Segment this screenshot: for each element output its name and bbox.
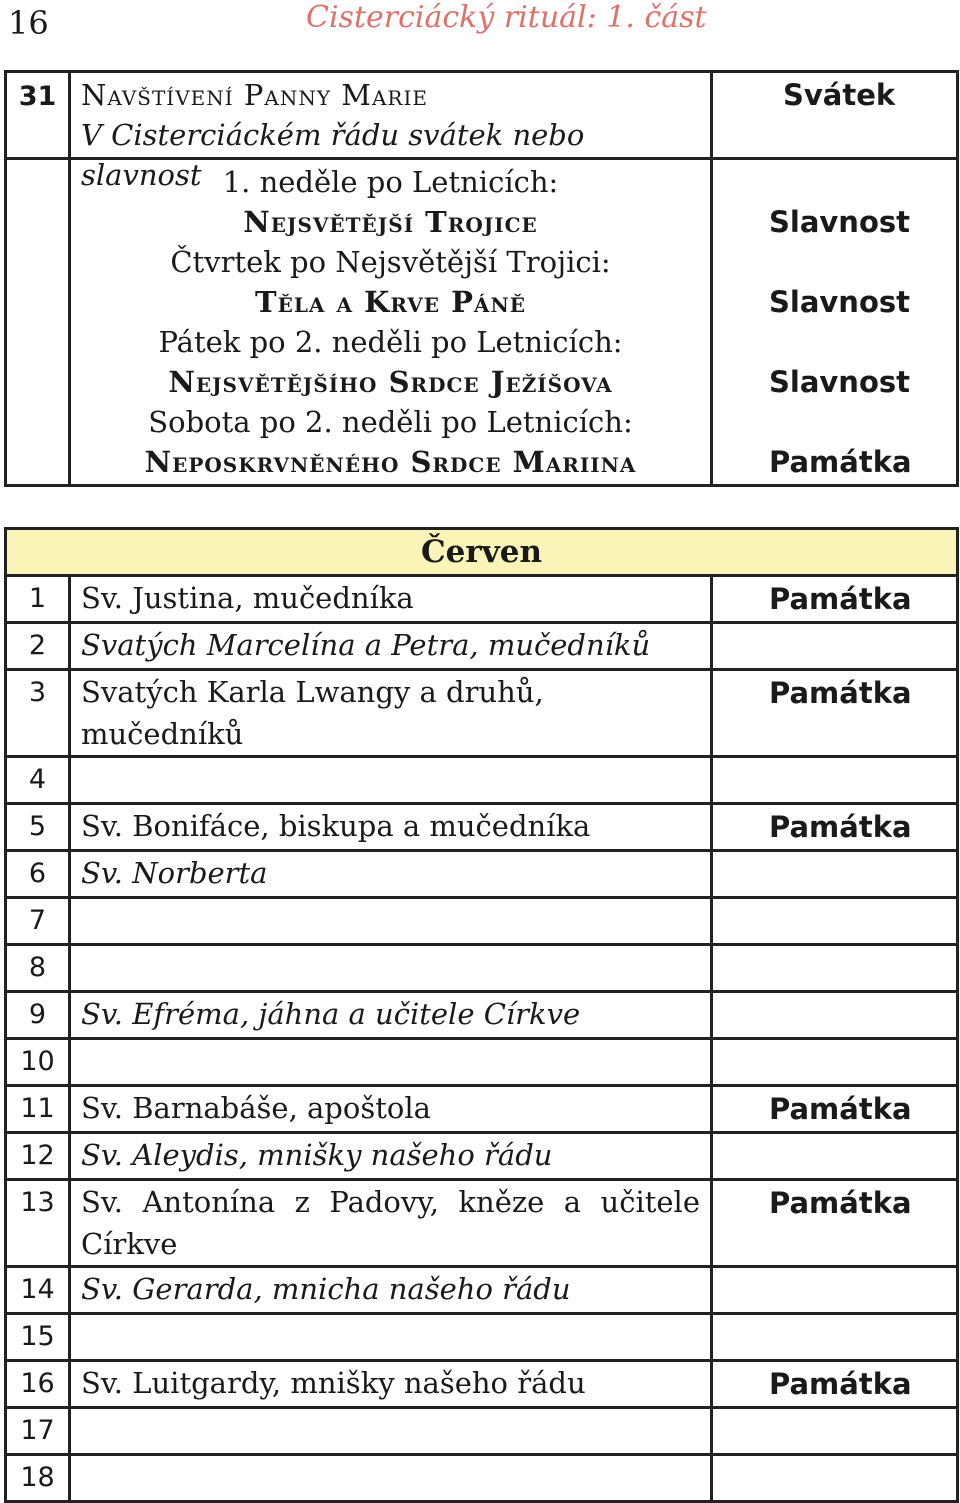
rank-label: Slavnost: [769, 205, 910, 239]
feast-intro: Čtvrtek po Nejsvětější Trojici:: [170, 245, 611, 279]
feast-title: Nejsvětější Trojice: [243, 205, 538, 239]
day-number: 12: [6, 1133, 70, 1180]
rank-label: Slavnost: [769, 365, 910, 399]
rank-label: [712, 1314, 958, 1361]
rank-label: Památka: [712, 1086, 958, 1133]
rank-label: Svátek: [783, 78, 896, 112]
feast-name: Sv. Norberta: [70, 851, 712, 898]
feast-name: [70, 1408, 712, 1455]
rank-label: Památka: [712, 576, 958, 623]
rank-label: [712, 1267, 958, 1314]
running-title: Cisterciácký rituál: 1. část: [306, 0, 707, 35]
table-row: [6, 898, 958, 945]
feast-title: Navštívení Panny Marie: [81, 78, 428, 112]
rank-label: [712, 1455, 958, 1502]
day-number: 2: [6, 623, 70, 670]
moveable-feasts-cell: [70, 159, 712, 486]
table-row: [6, 1086, 958, 1133]
rank-cell: [712, 159, 958, 486]
rank-label: [712, 757, 958, 804]
rank-label: [712, 945, 958, 992]
table-row: [6, 945, 958, 992]
rank-label: Památka: [712, 1361, 958, 1408]
day-number: 3: [6, 670, 70, 757]
feast-intro: Pátek po 2. neděli po Letnicích:: [158, 325, 623, 359]
rank-cell: [712, 72, 958, 159]
day-rows: [6, 576, 958, 1502]
table-row: [6, 623, 958, 670]
feast-name: Sv. Luitgardy, mnišky našeho řádu: [70, 1361, 712, 1408]
day-number: 5: [6, 804, 70, 851]
table-row: [6, 992, 958, 1039]
rank-label: [712, 623, 958, 670]
rank-label: Památka: [769, 445, 912, 479]
feast-name: Sv. Gerarda, mnicha našeho řádu: [70, 1267, 712, 1314]
rank-label: [712, 992, 958, 1039]
day-number: 17: [6, 1408, 70, 1455]
rank-label: [712, 1133, 958, 1180]
feast-title: Neposkrvněného Srdce Mariina: [144, 445, 637, 479]
day-number: 1: [6, 576, 70, 623]
table-row: [6, 159, 958, 486]
rank-label: Památka: [712, 1180, 958, 1267]
day-number: 4: [6, 757, 70, 804]
month-header-row: [6, 529, 958, 576]
feast-name: Sv. Aleydis, mnišky našeho řádu: [70, 1133, 712, 1180]
day-number: 18: [6, 1455, 70, 1502]
feast-name: Sv. Barnabáše, apoštola: [70, 1086, 712, 1133]
table-row: [6, 576, 958, 623]
feast-name: Sv. Justina, mučedníka: [70, 576, 712, 623]
table-row: [6, 670, 958, 757]
day-number: 31: [6, 72, 70, 159]
day-number: 9: [6, 992, 70, 1039]
feast-name: Sv. Bonifáce, biskupa a mučedníka: [70, 804, 712, 851]
table-row: [6, 851, 958, 898]
page-number: 16: [8, 4, 49, 42]
rank-label: Památka: [712, 804, 958, 851]
table-row: [6, 1180, 958, 1267]
table-row: [6, 1039, 958, 1086]
moveable-feasts-table: [4, 70, 959, 487]
feast-name: [70, 757, 712, 804]
feast-name: [70, 1039, 712, 1086]
feast-name: Sv. Efréma, jáhna a učitele Církve: [70, 992, 712, 1039]
day-number: 13: [6, 1180, 70, 1267]
table-row: [6, 804, 958, 851]
feast-note: V Cisterciáckém řádu svátek nebo slavnost: [81, 118, 585, 192]
month-title: Červen: [6, 529, 958, 576]
feast-name: Svatých Marcelína a Petra, mučedníků: [70, 623, 712, 670]
day-number: 10: [6, 1039, 70, 1086]
feast-intro: 1. neděle po Letnicích:: [222, 165, 559, 199]
table-row: [6, 757, 958, 804]
empty-number-cell: [6, 159, 70, 486]
table-row: [6, 1455, 958, 1502]
day-number: 15: [6, 1314, 70, 1361]
rank-label: [712, 1039, 958, 1086]
table-row: [6, 1133, 958, 1180]
table-row: [6, 1267, 958, 1314]
feast-name: [70, 945, 712, 992]
day-number: 6: [6, 851, 70, 898]
table-row: [6, 1361, 958, 1408]
feast-title: Těla a Krve Páně: [255, 285, 526, 319]
feast-title: Nejsvětějšího Srdce Ježíšova: [168, 365, 613, 399]
rank-label: [712, 898, 958, 945]
rank-label: Slavnost: [769, 285, 910, 319]
rank-label: [712, 851, 958, 898]
day-number: 16: [6, 1361, 70, 1408]
page-header: [0, 0, 960, 60]
feast-name: Svatých Karla Lwangy a druhů, mučedníků: [70, 670, 712, 757]
rank-label: [712, 1408, 958, 1455]
table-row: [6, 72, 958, 159]
day-number: 7: [6, 898, 70, 945]
feast-name: [70, 1314, 712, 1361]
day-number: 14: [6, 1267, 70, 1314]
june-calendar-table: [4, 527, 959, 1503]
rank-label: Památka: [712, 670, 958, 757]
table-row: [6, 1408, 958, 1455]
feast-intro: Sobota po 2. neděli po Letnicích:: [148, 405, 633, 439]
feast-name: [70, 898, 712, 945]
day-number: 11: [6, 1086, 70, 1133]
feast-name: [70, 1455, 712, 1502]
table-row: [6, 1314, 958, 1361]
feast-name: Sv. Antonína z Padovy, kněze a učitele Církve: [70, 1180, 712, 1267]
day-number: 8: [6, 945, 70, 992]
